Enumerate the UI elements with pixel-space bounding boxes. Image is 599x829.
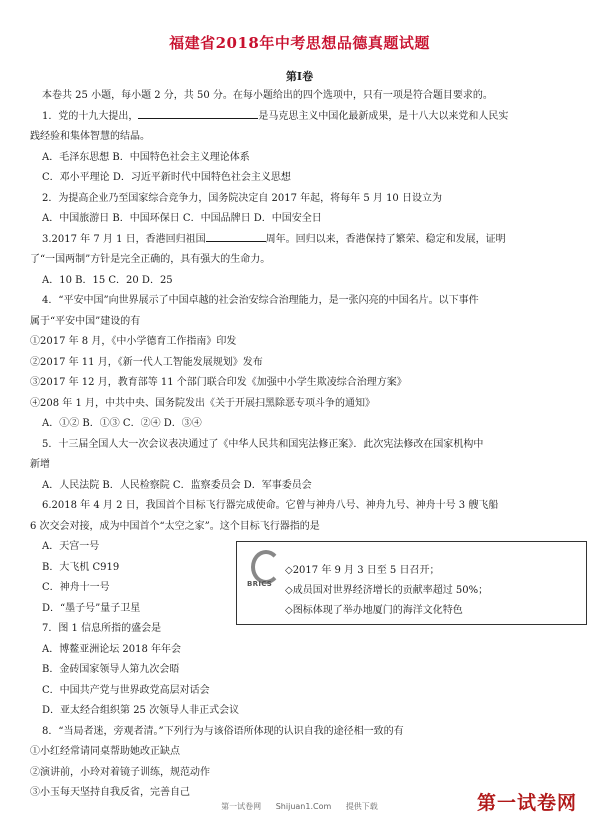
footer-url[interactable]: Shijuan1.Com: [275, 802, 332, 811]
instructions: 本卷共 25 小题，每小题 2 分，共 50 分。在每小题给出的四个选项中，只有一项是符合题目要求的。: [42, 90, 493, 101]
statement-item: ③2017 年 12 月，教育部等 11 个部门联合印发《加强中小学生欺凌综合治理方案》: [30, 377, 407, 388]
question-5-cont: 新增: [30, 459, 50, 470]
option-row: A．博鳌亚洲论坛 2018 年年会: [42, 643, 182, 655]
statement-item: ②演讲前，小玲对着镜子训练，规范动作: [30, 766, 210, 778]
brics-logo-arc: [251, 550, 281, 584]
question-1: 1．党的十九大提出， 是马克思主义中国化最新成果，是十八大以来党和人民实: [30, 107, 578, 128]
statement-item: ①小红经常请同桌帮助她改正缺点: [30, 746, 180, 757]
question-2: 2．为提高企业乃至国家综合竞争力，国务院决定自 2017 年起，将每年 5 月 10 日设立为: [42, 192, 442, 204]
footer-site-name: 第一试卷网: [221, 802, 262, 811]
option-row: B．金砖国家领导人第九次会晤: [42, 664, 180, 675]
statement-item: ①2017 年 8 月，《中小学德育工作指南》印发: [30, 336, 237, 347]
option-row: A．人民法院 B．人民检察院 C．监察委员会 D．军事委员会: [42, 479, 312, 491]
question-8: 8．“当局者迷，旁观者清。”下列行为与该俗语所体现的认识自我的途径相一致的有: [42, 725, 404, 737]
brics-logo-text: BRICS: [247, 580, 273, 588]
option-row: D．“墨子号”量子卫星: [42, 602, 141, 614]
option-row: C．中国共产党与世界政党高层对话会: [42, 684, 210, 696]
figure-1-info: [285, 561, 488, 621]
figure-info-line: ◇图标体现了举办地厦门的海洋文化特色: [285, 605, 463, 616]
brand-logo: 第一试卷网: [476, 792, 577, 814]
question-4: 4．“平安中国”向世界展示了中国卓越的社会治安综合治理能力，是一张闪亮的中国名片。以下事件: [42, 295, 479, 306]
option-row: A．10 B．15 C．20 D．25: [42, 274, 173, 286]
brics-logo: [247, 550, 277, 600]
question-7: 7．图 1 信息所指的盛会是: [42, 623, 162, 634]
question-3-cont: 了“一国两制”方针是完全正确的，具有强大的生命力。: [30, 254, 271, 265]
option-row: A．天宫一号: [42, 541, 100, 552]
question-5: 5．十三届全国人大一次会议表决通过了《中华人民共和国宪法修正案》．此次宪法修改在国家机构中: [42, 438, 484, 450]
question-1-cont: 践经验和集体智慧的结晶。: [30, 131, 150, 142]
question-6-cont: 6 次交会对接，成为中国首个“太空之家”。这个目标飞行器指的是: [30, 520, 320, 532]
option-row: B．大飞机 C919: [42, 561, 120, 573]
answer-blank: [138, 107, 258, 119]
question-3: 3.2017 年 7 月 1 日，香港回归祖国 周年。回归以来，香港保持了繁荣、稳定和发展，证明: [30, 230, 578, 251]
section-title: 第Ⅰ卷: [285, 70, 314, 83]
document-title: 福建省2018年中考思想品德真题试题: [169, 34, 430, 52]
question-6: 6.2018 年 4 月 2 日，我国首个目标飞行器完成使命。它曾与神舟八号、神舟九号、神舟十号 3 艘飞船: [42, 500, 499, 511]
option-row: C．邓小平理论 D．习近平新时代中国特色社会主义思想: [42, 172, 291, 183]
figure-info-line: ◇成员国对世界经济增长的贡献率超过 50%；: [285, 585, 489, 596]
figure-1-box: [236, 541, 587, 625]
option-row: C．神舟十一号: [42, 582, 110, 593]
question-4-cont: 属于“平安中国”建设的有: [30, 315, 141, 327]
option-row: A．中国旅游日 B．中国环保日 C．中国品牌日 D．中国安全日: [42, 213, 322, 224]
answer-blank: [206, 230, 266, 242]
option-row: A．毛泽东思想 B．中国特色社会主义理论体系: [42, 151, 250, 163]
statement-item: ④208 年 1 月，中共中央、国务院发出《关于开展扫黑除恶专项斗争的通知》: [30, 397, 375, 409]
figure-info-line: ◇2017 年 9 月 3 日至 5 日召开；: [285, 565, 440, 576]
statement-item: ②2017 年 11 月，《新一代人工智能发展规划》发布: [30, 356, 263, 368]
statement-item: ③小玉每天坚持自我反省，完善自己: [30, 787, 190, 798]
footer-tagline: 提供下载: [345, 802, 378, 811]
option-row: D．亚太经合组织第 25 次领导人非正式会议: [42, 705, 240, 716]
option-row: A．①② B．①③ C．②④ D．③④: [42, 418, 202, 429]
exam-body: [30, 86, 578, 804]
